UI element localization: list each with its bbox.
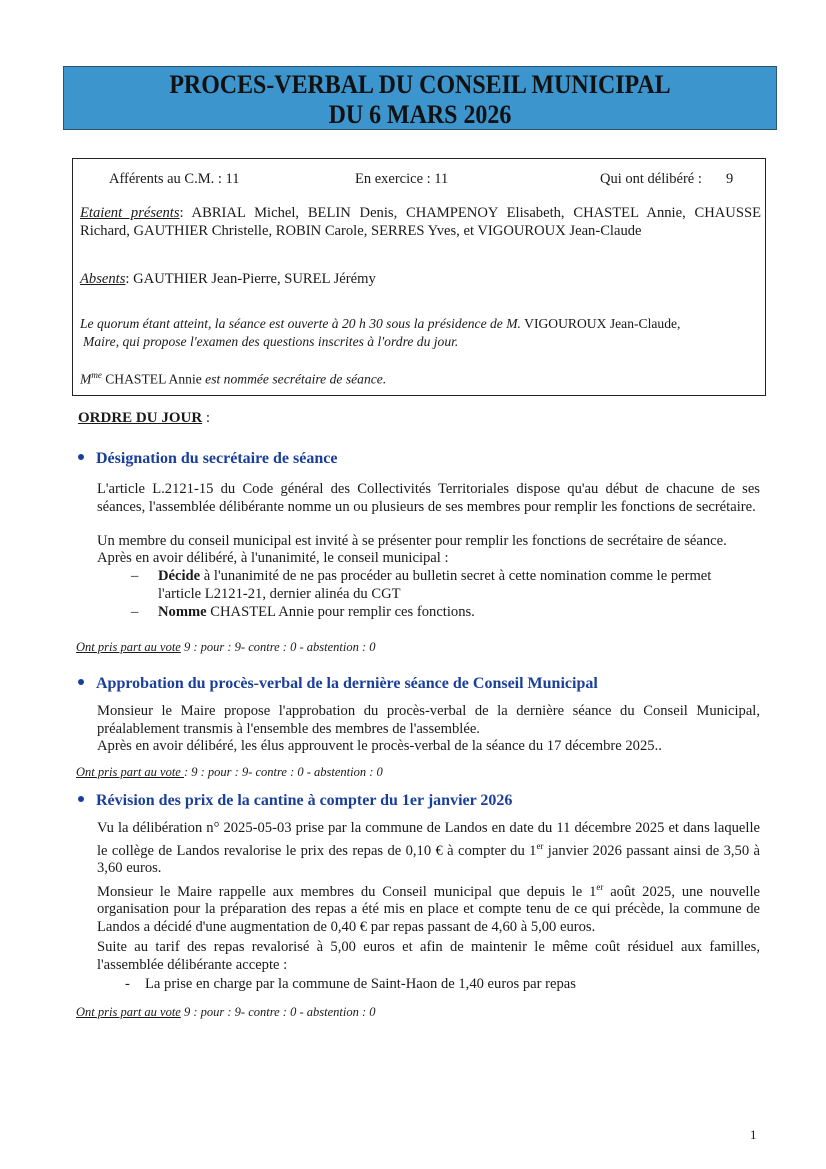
heading-text: Désignation du secrétaire de séance — [96, 450, 338, 467]
vote-label: Ont pris part au vote — [76, 765, 184, 779]
vote-label: Ont pris part au vote — [76, 1005, 181, 1019]
bullet-text: à l'unanimité de ne pas procéder au bulletin secret à cette nomination comme le permet l'article L2121-21, dernier alinéa du CGT — [158, 568, 712, 602]
text: août 2025, une nouvelle organisation pour la préparation des repas a été mis en place et compte tenu de ce qui précède, la commune de Landos a décidé d'une augmentation de 0,40 € par repas passant de 4,60 à 5,00 euros. — [97, 883, 760, 935]
heading-text: Révision des prix de la cantine à compter du 1er janvier 2026 — [96, 792, 513, 809]
bold-word: Nomme — [158, 604, 207, 620]
text: janvier 2026 passant ainsi de 3,50 à 3,60 euros. — [97, 842, 760, 876]
delibere-value: 9 — [726, 171, 734, 187]
absents-label: Absents — [80, 271, 126, 287]
delibere-label: Qui ont délibéré : — [600, 171, 702, 187]
section-2-paragraph-2: Après en avoir délibéré, les élus approuvent le procès-verbal de la séance du 17 décembre 2025.. — [97, 738, 662, 754]
secretary-name: CHASTEL Annie — [101, 371, 206, 387]
bullet-icon — [78, 454, 84, 460]
presents-label: Etaient présents — [80, 205, 180, 221]
vote-line-3 — [76, 1005, 376, 1020]
attendance-box — [72, 158, 766, 396]
section-1-bullet-1 — [158, 568, 723, 603]
dash-2: – — [131, 604, 139, 620]
vote-label: Ont pris part au vote — [76, 640, 181, 654]
presents-list: : ABRIAL Michel, BELIN Denis, CHAMPENOY Elisabeth, CHASTEL Annie, CHAUSSE Richard, GAUTHIER Christelle, ROBIN Carole, SERRES Yves, et VIGOUROUX Jean-Claude — [80, 205, 761, 239]
sup: er — [536, 840, 544, 851]
agenda-colon: : — [202, 410, 211, 426]
quorum-paragraph — [80, 315, 761, 350]
section-3-bullet-1: La prise en charge par la commune de Saint-Haon de 1,40 euros par repas — [145, 976, 576, 992]
section-3-paragraph-3: Suite au tarif des repas revalorisé à 5,00 euros et afin de maintenir le même coût résiduel aux familles, l'assemblée délibérante accepte : — [97, 939, 760, 973]
secretary-line — [80, 367, 761, 388]
vote-result: 9 : pour : 9- contre : 0 - abstention : 0 — [180, 640, 376, 654]
vote-result: : 9 : pour : 9- contre : 0 - abstention : 0 — [183, 765, 383, 779]
section-3-paragraph-2 — [97, 879, 760, 936]
text: Vu la délibération n° 2025-05-03 prise par la commune de Landos en date du 11 décembre 2025 et dans laquelle le collège de Landos revalorise le prix des repas de 0,10 € à compter du 1 — [97, 820, 760, 859]
title-line-1: PROCES-VERBAL DU CONSEIL MUNICIPAL — [169, 70, 671, 99]
section-1-paragraph-1: L'article L.2121-15 du Code général des Collectivités Territoriales dispose qu'au début de chacune de ses séances, l'assemblée délibérante nomme un ou plusieurs de ses membres pour remplir les fonctions de secrétaire. — [97, 481, 760, 515]
presents-paragraph — [80, 205, 761, 240]
secretary-sup: me — [91, 370, 102, 380]
text: Monsieur le Maire rappelle aux membres du Conseil municipal que depuis le 1 — [97, 883, 597, 900]
secretary-prefix: M — [80, 371, 92, 387]
document-title-banner — [63, 66, 777, 130]
agenda-heading — [78, 410, 210, 427]
agenda-label: ORDRE DU JOUR — [78, 410, 203, 426]
exercice-count: En exercice : 11 — [355, 171, 449, 187]
sup: er — [596, 882, 604, 892]
absents-paragraph — [80, 271, 761, 289]
section-3-paragraph-1 — [97, 820, 760, 877]
afferents-count: Afférents au C.M. : 11 — [109, 171, 240, 187]
dash-3: - — [125, 976, 130, 992]
quorum-text: Le quorum étant atteint, la séance est ouverte à 20 h 30 sous la présidence de M. — [80, 316, 521, 331]
bullet-icon — [78, 679, 84, 685]
absents-list: : GAUTHIER Jean-Pierre, SUREL Jérémy — [125, 271, 376, 287]
section-1-bullet-2 — [158, 604, 723, 622]
section-1-paragraph-2: Un membre du conseil municipal est invité à se présenter pour remplir les fonctions de secrétaire de séance. — [97, 533, 727, 549]
quorum-text-2: Maire, qui propose l'examen des questions inscrites à l'ordre du jour. — [83, 333, 459, 349]
section-2-paragraph-1: Monsieur le Maire propose l'approbation du procès-verbal de la dernière séance du Conseil Municipal, préalablement transmis à l'ensemble des membres de l'assemblée. — [97, 703, 760, 737]
president-name: VIGOUROUX Jean-Claude, — [520, 316, 681, 331]
section-heading-1 — [78, 450, 337, 468]
bullet-text: CHASTEL Annie pour remplir ces fonctions. — [206, 604, 475, 620]
title-line-2: DU 6 MARS 2026 — [328, 100, 512, 129]
bold-word: Décide — [158, 568, 201, 584]
vote-line-2 — [76, 765, 383, 780]
page-number: 1 — [750, 1127, 757, 1142]
section-heading-2 — [78, 675, 598, 693]
vote-line-1 — [76, 640, 376, 655]
section-heading-3 — [78, 792, 512, 810]
dash-1: – — [131, 568, 139, 584]
heading-text: Approbation du procès-verbal de la dernière séance de Conseil Municipal — [96, 675, 598, 692]
section-1-paragraph-3: Après en avoir délibéré, à l'unanimité, le conseil municipal : — [97, 550, 449, 566]
secretary-suffix: est nommée secrétaire de séance. — [205, 371, 387, 387]
bullet-icon — [78, 796, 84, 802]
vote-result: 9 : pour : 9- contre : 0 - abstention : 0 — [180, 1005, 376, 1019]
